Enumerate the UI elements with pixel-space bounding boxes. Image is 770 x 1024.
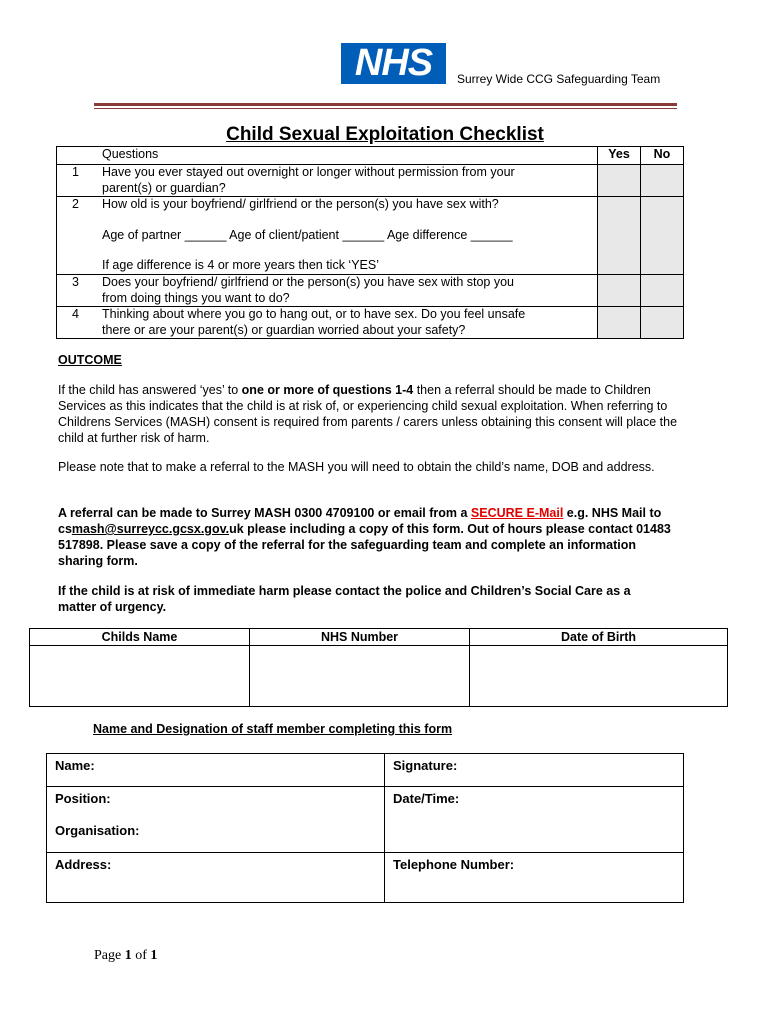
referral-text-2: e.g. NHS Mail to cs	[58, 506, 662, 536]
no-checkbox-4[interactable]	[641, 307, 684, 339]
question-number: 3	[57, 275, 95, 307]
page-of: of	[131, 948, 151, 963]
datetime-label: Date/Time:	[393, 791, 460, 806]
outcome-text-rest: then a referral should be made to Children Services as this indicates that the child is at risk of, or experiencing child sexual exploitation. When referring to Childrens Services (MASH) consent is required from parents / carers unless obtaining this consent will place the child at further risk of harm.	[58, 383, 678, 445]
no-header: No	[641, 147, 684, 165]
yes-checkbox-4[interactable]	[598, 307, 641, 339]
question-1-line1: Have you ever stayed out overnight or longer without permission from your	[102, 165, 515, 179]
organisation-label: Organisation:	[55, 823, 140, 838]
childs-name-header: Childs Name	[30, 629, 250, 646]
question-2-tick: If age difference is 4 or more years then tick ‘YES’	[102, 258, 379, 272]
outcome-text: If the child has answered ‘yes’ to	[58, 383, 242, 397]
childs-name-field[interactable]	[30, 646, 250, 707]
question-3-line1: Does your boyfriend/ girlfriend or the person(s) you have sex with stop you	[102, 275, 515, 289]
datetime-field[interactable]	[385, 787, 684, 853]
page-footer	[94, 948, 157, 964]
yes-checkbox-1[interactable]	[598, 165, 641, 197]
signature-label: Signature:	[393, 758, 458, 773]
position-label: Position:	[55, 791, 111, 806]
nhs-number-header: NHS Number	[250, 629, 470, 646]
staff-heading: Name and Designation of staff member completing this form	[93, 722, 453, 736]
referral-text-3: uk please including a copy of this form. Out of hours please contact 01483 517898. Please save a copy of the referral for the safeguarding team and complete an information sharing form.	[58, 522, 671, 568]
outcome-questions: one or more of questions 1-4	[241, 383, 414, 397]
page-current: 1	[124, 948, 132, 963]
table-cell	[57, 147, 95, 165]
no-checkbox-2[interactable]	[641, 197, 684, 275]
checklist-table	[56, 146, 684, 339]
signature-field[interactable]	[385, 754, 684, 787]
header-rule-thin	[94, 108, 677, 109]
secure-email-link[interactable]: SECURE E-Mail	[470, 506, 564, 520]
question-2-ages: Age of partner ______ Age of client/patient ______ Age difference ______	[102, 227, 513, 242]
question-number: 2	[57, 197, 95, 275]
outcome-heading: OUTCOME	[58, 353, 122, 367]
team-name: Surrey Wide CCG Safeguarding Team	[457, 72, 661, 86]
page-total: 1	[150, 948, 158, 963]
staff-table	[46, 753, 684, 903]
dob-header: Date of Birth	[470, 629, 728, 646]
name-field[interactable]	[47, 754, 385, 787]
question-number: 4	[57, 307, 95, 339]
questions-header: Questions	[94, 147, 598, 165]
question-4-line2: there or are your parent(s) or guardian worried about your safety?	[102, 322, 466, 337]
nhs-number-field[interactable]	[250, 646, 470, 707]
position-field[interactable]	[47, 787, 385, 853]
page-title: Child Sexual Exploitation Checklist	[226, 124, 544, 145]
address-label: Address:	[55, 857, 112, 872]
address-field[interactable]	[47, 853, 385, 903]
telephone-field[interactable]	[385, 853, 684, 903]
question-2	[94, 197, 598, 275]
child-details-table	[29, 628, 728, 707]
mash-note: Please note that to make a referral to the MASH you will need to obtain the child’s name, DOB and address.	[58, 460, 655, 474]
question-3-line2: from doing things you want to do?	[102, 290, 290, 305]
question-1-line2: parent(s) or guardian?	[102, 180, 226, 195]
header-rule	[94, 103, 677, 106]
question-4-line1: Thinking about where you go to hang out, or to have sex. Do you feel unsafe	[102, 307, 526, 321]
question-3	[94, 275, 598, 307]
question-number: 1	[57, 165, 95, 197]
dob-field[interactable]	[470, 646, 728, 707]
no-checkbox-1[interactable]	[641, 165, 684, 197]
page-label: Page	[94, 948, 125, 963]
outcome-paragraph	[58, 382, 688, 446]
yes-header: Yes	[598, 147, 641, 165]
mash-email-link[interactable]: mash@surreycc.gcsx.gov.	[71, 522, 230, 536]
question-4	[94, 307, 598, 339]
question-1	[94, 165, 598, 197]
referral-text: A referral can be made to Surrey MASH 0300 4709100 or email from a	[58, 506, 471, 520]
referral-paragraph	[58, 505, 678, 569]
nhs-logo: NHS	[341, 43, 446, 84]
no-checkbox-3[interactable]	[641, 275, 684, 307]
telephone-label: Telephone Number:	[393, 857, 515, 872]
name-label: Name:	[55, 758, 95, 773]
yes-checkbox-3[interactable]	[598, 275, 641, 307]
yes-checkbox-2[interactable]	[598, 197, 641, 275]
urgent-note: If the child is at risk of immediate harm please contact the police and Children’s Social Care as a matter of urgency.	[58, 584, 631, 614]
question-2-line1: How old is your boyfriend/ girlfriend or the person(s) you have sex with?	[102, 197, 499, 211]
